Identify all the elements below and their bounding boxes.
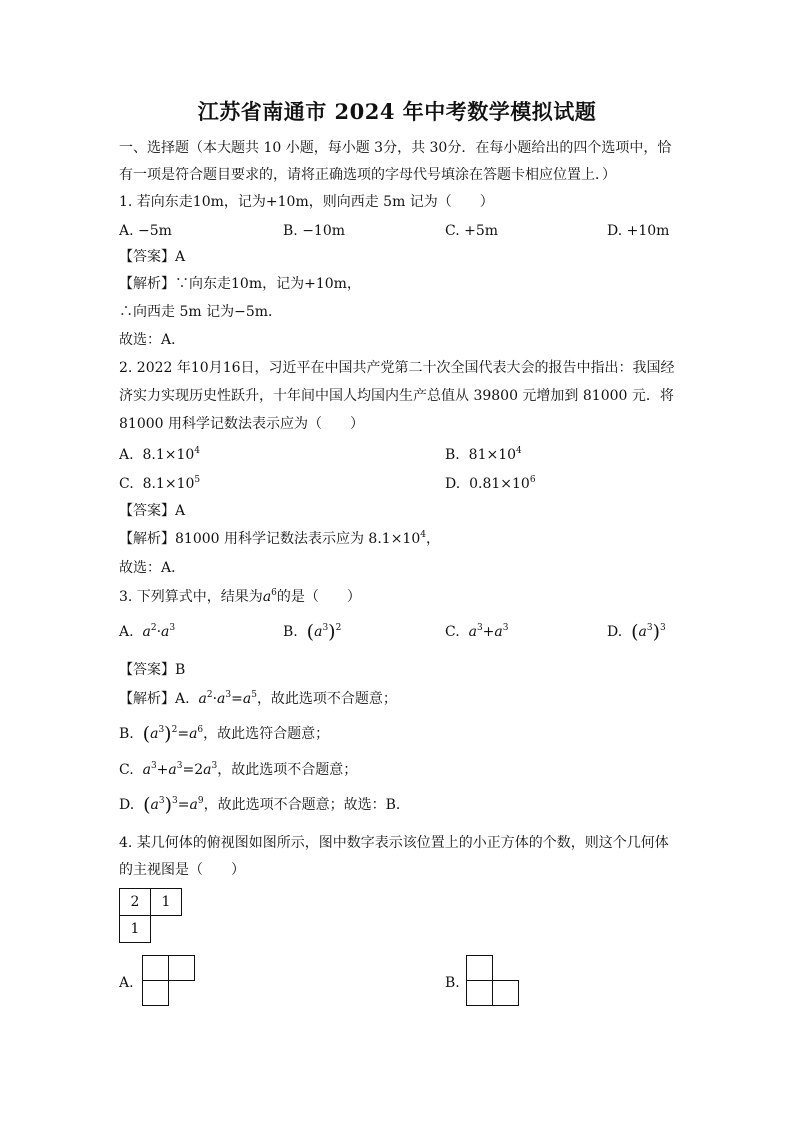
section-instructions-line-1: 一、选择题（本大题共 10 小题，每小题 3分，共 30分．在每小题给出的四个选项中，恰 <box>119 140 672 156</box>
q3-option-c: C. $a^3+a^3$ <box>445 623 509 640</box>
q3-answer: 【答案】B <box>119 662 186 678</box>
q4-option-a-label: A. <box>119 975 134 991</box>
page-title: 江苏省南通市 2024 年中考数学模拟试题 <box>197 99 597 124</box>
q1-answer: 【答案】A <box>119 249 186 265</box>
q3-analysis-a: 【解析】A. $a^2\cdot a^3=a^5$，故此选项不合题意； <box>119 690 397 707</box>
q2-option-c: C. $8.1\times 10^5$ <box>119 475 201 492</box>
grid-cell: 2 <box>120 889 151 916</box>
q1-stem: 1. 若向东走10m，记为+10m，则向西走 5m 记为（ ） <box>119 194 494 210</box>
q3-analysis-b: B. $(a^3)^2=a^6$，故此选符合题意； <box>119 723 330 745</box>
q1-option-c: C. +5m <box>445 223 499 239</box>
q3-option-a: A. $a^2\cdot a^3$ <box>119 623 176 640</box>
q2-analysis: 【解析】81000 用科学记数法表示应为 $8.1\times 10^4$， <box>119 530 440 547</box>
cube <box>142 955 169 981</box>
q3-analysis-d: D. $(a^3)^3=a^9$，故此选项不合题意；故选：B． <box>119 794 410 816</box>
cube <box>168 955 195 981</box>
q4-stem-1: 4. 某几何体的俯视图如图所示，图中数字表示该位置上的小正方体的个数，则这个几何体 <box>119 835 669 851</box>
q2-stem-2: 济实力实现历史性跃升，十年间中国人均国内生产总值从 39800 元增加到 81000 元．将 <box>119 388 674 404</box>
q1-analysis-1: 【解析】∵向东走10m，记为+10m， <box>119 276 361 292</box>
cube <box>466 980 493 1006</box>
q3-analysis-c: C. $a^3+a^3=2a^3$，故此选项不合题意； <box>119 761 358 778</box>
q1-analysis-2: ∴向西走 5m 记为−5m． <box>119 304 282 320</box>
q2-stem-3: 81000 用科学记数法表示应为（ ） <box>119 416 364 432</box>
q4-option-b-label: B. <box>445 975 460 991</box>
q1-option-d: D. +10m <box>607 223 670 239</box>
q2-option-a: A. $8.1\times 10^4$ <box>119 446 201 463</box>
q2-stem-1: 2. 2022 年10月16日，习近平在中国共产党第二十次全国代表大会的报告中指出：我国经 <box>119 360 675 376</box>
q3-option-b: B. $(a^3)^2$ <box>283 621 342 643</box>
q1-option-a: A. −5m <box>119 223 172 239</box>
grid-cell-empty <box>151 916 182 943</box>
q2-answer: 【答案】A <box>119 503 186 519</box>
q4-stem-2: 的主视图是（ ） <box>119 862 245 878</box>
cube <box>142 980 169 1006</box>
cube <box>492 980 519 1006</box>
q3-option-d: D. $(a^3)^3$ <box>607 621 666 643</box>
q2-option-b: B. $81\times 10^4$ <box>445 446 522 463</box>
q2-option-d: D. $0.81\times 10^6$ <box>445 475 536 492</box>
q1-conclusion: 故选：A． <box>119 332 186 348</box>
grid-cell: 1 <box>120 916 151 943</box>
q2-conclusion: 故选：A． <box>119 560 186 576</box>
section-instructions-line-2: 有一项是符合题目要求的，请将正确选项的字母代号填涂在答题卡相应位置上．） <box>119 167 616 183</box>
q4-top-view-grid <box>119 888 182 943</box>
q1-option-b: B. −10m <box>283 223 346 239</box>
cube <box>466 955 493 981</box>
q3-stem: 3. 下列算式中，结果为$a^6$的是（ ） <box>119 588 361 605</box>
grid-cell: 1 <box>151 889 182 916</box>
